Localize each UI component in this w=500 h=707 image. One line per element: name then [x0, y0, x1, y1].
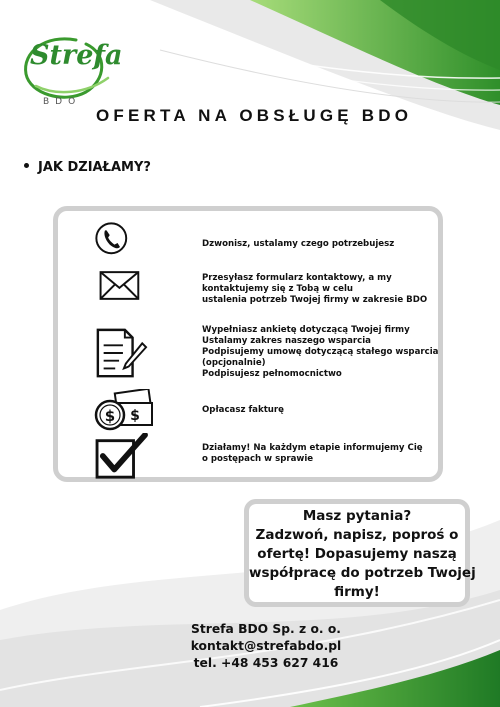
contact-email-link[interactable]: kontakt@strefabdo.pl — [190, 639, 342, 653]
step-line: (opcjonalnie) — [202, 358, 266, 368]
svg-text:$: $ — [130, 408, 140, 424]
step-line: Działamy! Na każdym etapie informujemy Cię — [202, 443, 423, 453]
questions-line: firmy! — [334, 584, 380, 600]
envelope-icon — [94, 269, 148, 313]
step-line: o postępach w sprawie — [202, 454, 314, 464]
bullet-icon — [24, 163, 29, 168]
step-text — [202, 443, 432, 465]
svg-text:$: $ — [104, 407, 116, 425]
contact-block — [176, 621, 356, 672]
questions-line: ofertę! Dopasujemy naszą — [257, 546, 457, 562]
questions-line: współpracę do potrzeb Twojej — [249, 565, 476, 581]
step-line: kontaktujemy się z Tobą w celu — [202, 284, 354, 294]
section-heading — [24, 160, 151, 175]
phone-icon — [94, 221, 138, 265]
money-icon — [94, 389, 154, 433]
step-text — [202, 325, 439, 380]
step-text — [202, 273, 432, 306]
questions-line: Masz pytania? — [302, 508, 412, 524]
logo-subtitle: BDO — [43, 97, 82, 107]
page-title: OFERTA NA OBSŁUGĘ BDO — [96, 106, 413, 125]
step-text — [202, 239, 432, 250]
step-text — [202, 405, 432, 416]
document-pen-icon — [94, 325, 148, 381]
step-line: Podpisujesz pełnomocnictwo — [202, 369, 342, 379]
logo-wordmark: Strefa — [30, 40, 123, 71]
section-heading-text: JAK DZIAŁAMY? — [38, 160, 151, 175]
step-line: ustalenia potrzeb Twojej firmy w zakresie BDO — [202, 295, 428, 305]
step-line: Podpisujemy umowę dotyczącą stałego wsparcia — [202, 347, 439, 357]
checkbox-icon — [94, 433, 150, 481]
contact-phone[interactable]: tel. +48 453 627 416 — [193, 656, 339, 670]
step-line: Ustalamy zakres naszego wsparcia — [202, 336, 371, 346]
steps-box — [53, 206, 443, 482]
questions-line: Zadzwoń, napisz, poproś o — [255, 527, 459, 543]
step-line: Przesyłasz formularz kontaktowy, a my — [202, 273, 392, 283]
step-line: Wypełniasz ankietę dotyczącą Twojej firmy — [202, 325, 410, 335]
questions-box — [244, 499, 476, 607]
company-name: Strefa BDO Sp. z o. o. — [191, 622, 341, 636]
step-line: Dzwonisz, ustalamy czego potrzebujesz — [202, 239, 395, 249]
step-line: Opłacasz fakturę — [202, 405, 284, 415]
